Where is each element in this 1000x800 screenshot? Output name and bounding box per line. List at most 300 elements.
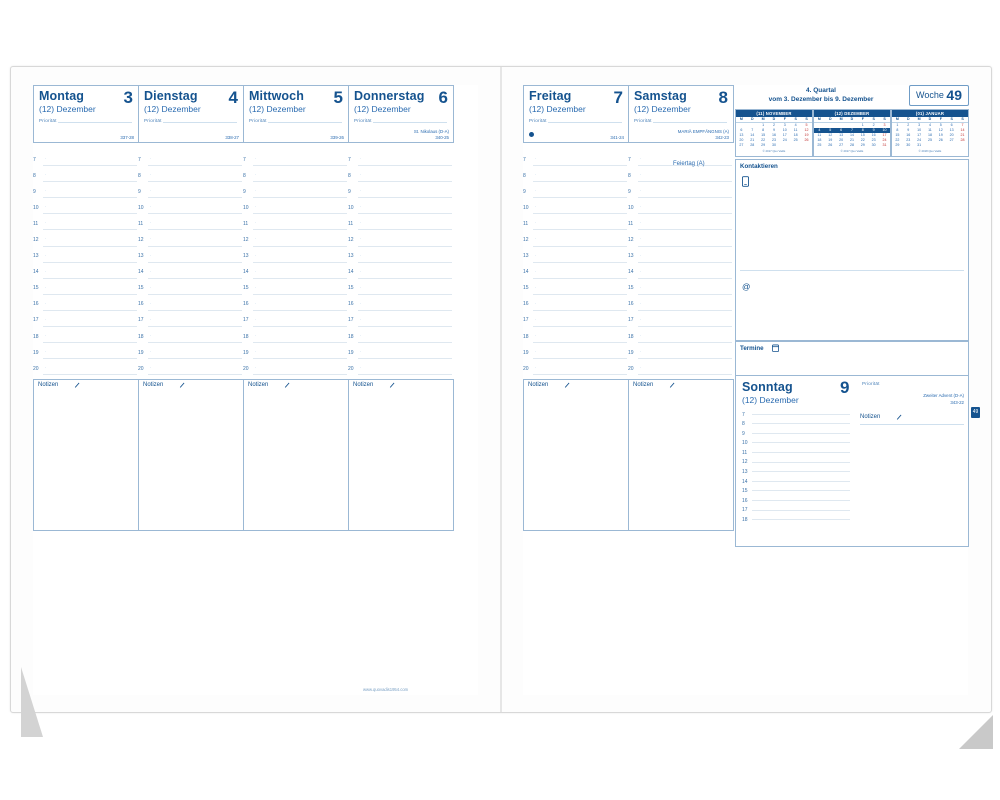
notes-box-samstag[interactable] [628, 379, 734, 531]
hour-row[interactable] [33, 201, 137, 217]
hour-rule [752, 471, 850, 472]
hour-label: 15 [138, 285, 144, 292]
hour-row[interactable] [742, 427, 850, 437]
mini-day-cell[interactable]: 3 [918, 123, 921, 128]
mini-day-cell[interactable]: 28 [849, 143, 854, 148]
hour-row[interactable] [243, 217, 347, 233]
mini-day-cell[interactable]: 10 [782, 128, 787, 133]
mini-day-cell[interactable]: 24 [917, 138, 922, 143]
hour-row[interactable] [628, 298, 732, 314]
hour-row[interactable] [243, 185, 347, 201]
hour-row[interactable] [138, 330, 242, 346]
mini-day-cell[interactable]: 10 [879, 128, 890, 133]
mini-day-cell[interactable]: 22 [761, 138, 766, 143]
mini-day-cell[interactable]: 24 [882, 138, 887, 143]
hour-grid-samstag[interactable] [628, 153, 732, 378]
hour-row[interactable] [628, 233, 732, 249]
hour-rule [533, 374, 627, 375]
mini-day-cell[interactable]: 8 [762, 128, 765, 133]
hour-label: 19 [138, 349, 144, 356]
mini-day-cell[interactable]: 31 [917, 143, 922, 148]
mini-day-cell[interactable]: 17 [917, 133, 922, 138]
mini-day-cell[interactable]: 14 [960, 128, 965, 133]
hour-row[interactable] [523, 201, 627, 217]
hour-rule [43, 342, 137, 343]
half-hour-mark: · [255, 156, 257, 161]
hour-row[interactable] [742, 504, 850, 514]
hour-rule [752, 452, 850, 453]
mini-day-cell[interactable]: 21 [960, 133, 965, 138]
hour-row[interactable] [742, 514, 850, 524]
hour-row[interactable] [628, 169, 732, 185]
mini-day-cell[interactable]: 18 [817, 138, 822, 143]
hour-grid-dienstag[interactable] [138, 153, 242, 378]
hour-label: 13 [523, 253, 529, 260]
priority-label: Priorität [249, 118, 267, 123]
mini-day-cell[interactable]: 20 [739, 138, 744, 143]
hour-label: 9 [523, 188, 526, 195]
hour-rule [148, 374, 242, 375]
hour-row[interactable] [33, 185, 137, 201]
mini-day-cell[interactable]: 12 [938, 128, 943, 133]
hour-row[interactable] [523, 233, 627, 249]
half-hour-mark: · [255, 300, 257, 306]
hour-row[interactable] [523, 169, 627, 185]
hour-label: 17 [33, 317, 39, 324]
hour-row[interactable] [33, 330, 137, 346]
hour-label: 9 [628, 188, 631, 195]
half-hour-mark: · [640, 365, 642, 371]
mini-day-cell[interactable]: 2 [772, 123, 775, 128]
hour-label: 13 [138, 253, 144, 260]
hour-rule [358, 262, 452, 263]
hour-row[interactable] [138, 233, 242, 249]
hour-row[interactable] [243, 314, 347, 330]
hour-rule [43, 246, 137, 247]
mini-day-cell[interactable]: 2 [872, 123, 875, 128]
week-tab[interactable]: 49 [971, 407, 980, 418]
notes-box-donnerstag[interactable] [348, 379, 454, 531]
mini-day-cell[interactable]: 29 [895, 143, 900, 148]
mini-day-cell[interactable]: 27 [949, 138, 954, 143]
notes-box-dienstag[interactable] [138, 379, 244, 531]
hour-row[interactable] [348, 362, 452, 378]
hour-row[interactable] [33, 282, 137, 298]
mini-calendar-november [735, 109, 813, 157]
hour-row[interactable] [628, 201, 732, 217]
hour-label: 12 [348, 236, 354, 243]
hour-row[interactable] [243, 330, 347, 346]
mini-day-cell[interactable]: 18 [793, 133, 798, 138]
mini-day-cell[interactable]: 25 [793, 138, 798, 143]
hour-row[interactable] [348, 282, 452, 298]
mini-day-cell[interactable]: 28 [960, 138, 965, 143]
mini-day-cell[interactable]: 8 [896, 128, 899, 133]
mini-day-cell[interactable]: 12 [804, 128, 809, 133]
mini-day-cell[interactable]: 22 [860, 138, 865, 143]
hour-row[interactable] [33, 217, 137, 233]
mini-day-cell[interactable]: 31 [882, 143, 887, 148]
hour-row[interactable] [33, 346, 137, 362]
hour-rule [752, 481, 850, 482]
notes-label: Notizen [143, 382, 164, 388]
mini-day-cell[interactable]: 25 [927, 138, 932, 143]
hour-rule [533, 310, 627, 311]
hour-row[interactable] [243, 346, 347, 362]
hour-row[interactable] [348, 250, 452, 266]
hour-row[interactable] [348, 346, 452, 362]
mini-weekday: F [779, 117, 790, 123]
hour-label: 18 [33, 333, 39, 340]
hour-row[interactable] [523, 185, 627, 201]
divider [740, 270, 964, 271]
day-month: (12) Dezember [634, 104, 691, 114]
mini-day-cell[interactable]: 16 [906, 133, 911, 138]
hour-row[interactable] [33, 314, 137, 330]
mini-day-cell[interactable]: 7 [847, 128, 858, 133]
week-box [909, 85, 969, 106]
hour-row[interactable] [628, 185, 732, 201]
mini-day-cell[interactable]: 24 [782, 138, 787, 143]
hour-row[interactable] [628, 250, 732, 266]
notes-box-mittwoch[interactable] [243, 379, 349, 531]
hour-row[interactable] [138, 250, 242, 266]
hour-row[interactable] [138, 201, 242, 217]
mini-day-cell[interactable]: 20 [839, 138, 844, 143]
half-hour-mark: · [45, 300, 47, 306]
mini-day-cell[interactable]: 26 [938, 138, 943, 143]
day-numbering: 343-22 [950, 400, 964, 405]
hour-label: 13 [742, 469, 748, 476]
mini-weekday: F [935, 117, 946, 123]
hour-rule [533, 165, 627, 166]
hour-row[interactable] [628, 282, 732, 298]
mini-day-cell[interactable]: 26 [828, 143, 833, 148]
hour-row[interactable] [138, 282, 242, 298]
hour-grid-sonntag[interactable] [742, 408, 850, 523]
mini-day-cell[interactable]: 5 [825, 128, 836, 133]
hour-rule [752, 462, 850, 463]
hour-label: 10 [628, 204, 634, 211]
hour-row[interactable] [523, 362, 627, 378]
mini-day-cell[interactable]: 14 [750, 133, 755, 138]
hour-row[interactable] [742, 418, 850, 428]
hour-row[interactable] [243, 266, 347, 282]
mini-day-cell[interactable]: 1 [861, 123, 864, 128]
mini-day-cell[interactable]: 17 [782, 133, 787, 138]
day-name: Dienstag [144, 89, 198, 103]
mini-day-cell[interactable]: 11 [928, 128, 932, 133]
right-leaf [523, 85, 979, 695]
half-hour-mark: · [255, 284, 257, 290]
mini-day-cell[interactable]: 27 [839, 143, 844, 148]
hour-row[interactable] [138, 362, 242, 378]
hour-row[interactable] [628, 346, 732, 362]
mini-day-cell[interactable]: 22 [895, 138, 900, 143]
hour-row[interactable] [243, 362, 347, 378]
mini-day-cell[interactable]: 1 [896, 123, 899, 128]
mini-day-cell[interactable]: 16 [871, 133, 876, 138]
mini-calendar-table [814, 117, 890, 149]
hour-row[interactable] [742, 466, 850, 476]
mini-day-cell[interactable]: 15 [860, 133, 865, 138]
half-hour-mark: · [535, 316, 537, 322]
mini-day-cell[interactable]: 23 [906, 138, 911, 143]
mini-day-cell[interactable]: 21 [750, 138, 755, 143]
half-hour-mark: · [535, 349, 537, 355]
hour-row[interactable] [523, 282, 627, 298]
mini-day-cell[interactable]: 15 [895, 133, 900, 138]
hour-row[interactable] [33, 153, 137, 169]
mini-day-cell[interactable]: 7 [751, 128, 754, 133]
day-number: 4 [228, 88, 238, 107]
mini-weekday: F [857, 117, 868, 123]
hour-row[interactable] [628, 314, 732, 330]
hour-grid-mittwoch[interactable] [243, 153, 347, 378]
hour-rule [533, 358, 627, 359]
hour-rule [43, 310, 137, 311]
hour-row[interactable] [33, 362, 137, 378]
mini-calendar-table [736, 117, 812, 149]
hour-label: 9 [138, 188, 141, 195]
hour-row[interactable] [138, 346, 242, 362]
hour-label: 19 [523, 349, 529, 356]
hour-row[interactable] [243, 153, 347, 169]
hour-rule [533, 294, 627, 295]
hour-row[interactable] [523, 266, 627, 282]
mini-day-cell[interactable]: 15 [761, 133, 766, 138]
hour-row[interactable] [742, 437, 850, 447]
day-number: 6 [438, 88, 448, 107]
mini-day-cell[interactable]: 5 [939, 123, 942, 128]
hour-row[interactable] [138, 217, 242, 233]
hour-row[interactable] [628, 362, 732, 378]
hour-row[interactable] [742, 485, 850, 495]
hour-grid-freitag[interactable] [523, 153, 627, 378]
half-hour-mark: · [255, 236, 257, 242]
day-holiday-note: St. Nikolaus (D-A) [413, 129, 449, 134]
hour-row[interactable] [33, 250, 137, 266]
mini-day-cell[interactable]: 9 [907, 128, 910, 133]
hour-row[interactable] [348, 330, 452, 346]
mini-day-cell[interactable]: 4 [794, 123, 797, 128]
hour-row[interactable] [628, 266, 732, 282]
hour-row[interactable] [348, 217, 452, 233]
hour-row[interactable] [138, 169, 242, 185]
mini-day-cell[interactable]: 13 [839, 133, 844, 138]
mini-day-cell[interactable]: 19 [938, 133, 943, 138]
hour-row[interactable] [138, 266, 242, 282]
hour-row[interactable] [243, 298, 347, 314]
hour-row[interactable] [348, 153, 452, 169]
hour-row[interactable] [33, 233, 137, 249]
hour-row[interactable] [348, 185, 452, 201]
hour-row[interactable] [138, 153, 242, 169]
hour-label: 11 [33, 220, 39, 227]
hour-row[interactable] [243, 201, 347, 217]
hour-row[interactable] [523, 314, 627, 330]
mini-day-cell[interactable]: 5 [805, 123, 808, 128]
hour-row[interactable] [138, 314, 242, 330]
mini-day-cell[interactable]: 8 [857, 128, 868, 133]
mini-day-cell[interactable]: 18 [927, 133, 932, 138]
priority-line [163, 122, 237, 123]
mini-day-cell[interactable]: 30 [871, 143, 876, 148]
hour-row[interactable] [742, 408, 850, 418]
mini-day-cell[interactable]: 20 [949, 133, 954, 138]
hour-rule [752, 519, 850, 520]
mini-day-cell[interactable]: 6 [950, 123, 953, 128]
hour-rule [43, 229, 137, 230]
hour-row[interactable] [138, 298, 242, 314]
mini-day-cell[interactable]: 12 [828, 133, 833, 138]
mini-calendar-januar [891, 109, 969, 157]
notes-label: Notizen [860, 414, 881, 420]
hour-row[interactable] [33, 298, 137, 314]
mini-day-cell[interactable]: 29 [761, 143, 766, 148]
hour-row[interactable] [742, 446, 850, 456]
day-numbering: 340-25 [435, 135, 449, 140]
hour-label: 7 [348, 156, 351, 163]
hour-row[interactable] [33, 169, 137, 185]
mini-day-cell[interactable]: 28 [750, 143, 755, 148]
mini-day-cell[interactable]: 25 [817, 143, 822, 148]
half-hour-mark: · [150, 316, 152, 322]
hour-row[interactable] [138, 185, 242, 201]
hour-row[interactable] [348, 266, 452, 282]
mini-day-cell[interactable]: 26 [804, 138, 809, 143]
mini-day-cell[interactable]: 27 [739, 143, 744, 148]
mini-day-cell[interactable]: 4 [928, 123, 931, 128]
day-month: (12) Dezember [529, 104, 586, 114]
hour-row[interactable] [523, 330, 627, 346]
half-hour-mark: · [150, 220, 152, 226]
hour-grid-donnerstag[interactable] [348, 153, 452, 378]
mini-day-cell[interactable]: 17 [882, 133, 887, 138]
hour-grid-montag[interactable] [33, 153, 137, 378]
half-hour-mark: · [360, 220, 362, 226]
mini-day-cell[interactable]: 6 [740, 128, 743, 133]
day-numbering: 342-23 [715, 135, 729, 140]
hour-rule [43, 278, 137, 279]
mini-day-cell[interactable]: 19 [804, 133, 809, 138]
half-hour-mark: · [640, 284, 642, 290]
day-name: Mittwoch [249, 89, 304, 103]
hour-row[interactable] [348, 314, 452, 330]
notes-box-montag[interactable] [33, 379, 139, 531]
hour-row[interactable] [628, 217, 732, 233]
half-hour-mark: · [255, 316, 257, 322]
hour-row[interactable] [243, 233, 347, 249]
hour-label: 10 [348, 204, 354, 211]
half-hour-mark: · [255, 204, 257, 210]
mini-day-cell[interactable]: 13 [949, 128, 954, 133]
mini-day-cell[interactable]: 29 [860, 143, 865, 148]
hour-rule [638, 326, 732, 327]
mini-day-cell[interactable]: 11 [817, 133, 822, 138]
mini-weekday: D [903, 117, 914, 123]
hour-label: 17 [138, 317, 144, 324]
half-hour-mark: · [45, 220, 47, 226]
half-hour-mark: · [255, 365, 257, 371]
mini-day-cell[interactable]: 1 [762, 123, 765, 128]
hour-label: 9 [742, 430, 745, 437]
hour-row[interactable] [243, 169, 347, 185]
mini-day-cell[interactable]: 23 [771, 138, 776, 143]
hour-rule [43, 213, 137, 214]
hour-row[interactable] [523, 298, 627, 314]
mini-day-cell[interactable]: 11 [793, 128, 798, 133]
hour-row[interactable] [33, 266, 137, 282]
hour-row[interactable] [523, 153, 627, 169]
hour-row[interactable] [348, 169, 452, 185]
hour-label: 14 [243, 269, 249, 276]
mini-day-cell[interactable]: 21 [849, 138, 854, 143]
half-hour-mark: · [45, 365, 47, 371]
hour-row[interactable] [523, 250, 627, 266]
hour-rule [752, 433, 850, 434]
mini-calendar-title: (11) NOVEMBER [736, 110, 812, 117]
kontaktieren-block[interactable] [735, 159, 969, 341]
hour-label: 20 [628, 365, 634, 372]
hour-row[interactable] [742, 456, 850, 466]
hour-row[interactable] [628, 330, 732, 346]
half-hour-mark: · [150, 204, 152, 210]
hour-rule [638, 342, 732, 343]
mini-day-cell[interactable]: 13 [739, 133, 744, 138]
feiertag-note: Feiertag (A) [673, 161, 705, 167]
mini-day-cell[interactable]: 16 [771, 133, 776, 138]
mini-day-cell[interactable]: 7 [961, 123, 964, 128]
mini-weekday: M [914, 117, 925, 123]
hour-rule [638, 181, 732, 182]
notes-box-freitag[interactable] [523, 379, 629, 531]
mini-day-cell[interactable]: 9 [868, 128, 879, 133]
half-hour-mark: · [640, 333, 642, 339]
mini-day-cell[interactable]: 30 [771, 143, 776, 148]
mini-day-cell[interactable]: 3 [883, 123, 886, 128]
quarter-range: vom 3. Dezember bis 9. Dezember [768, 96, 874, 103]
hour-rule [43, 294, 137, 295]
day-numbering: 341-24 [610, 135, 624, 140]
hour-rule [752, 442, 850, 443]
mini-day-cell[interactable]: 14 [849, 133, 854, 138]
mini-day-cell[interactable]: 3 [783, 123, 786, 128]
hour-row[interactable] [742, 475, 850, 485]
hour-row[interactable] [348, 298, 452, 314]
hour-row[interactable] [243, 282, 347, 298]
mini-day-cell[interactable]: 10 [917, 128, 922, 133]
hour-row[interactable] [742, 494, 850, 504]
hour-row[interactable] [348, 201, 452, 217]
mini-day-cell[interactable]: 9 [772, 128, 775, 133]
mini-day-cell[interactable]: 6 [836, 128, 847, 133]
priority-label: Priorität [354, 118, 372, 123]
mini-day-cell[interactable]: 4 [814, 128, 825, 133]
mini-day-cell[interactable]: 2 [907, 123, 910, 128]
hour-label: 12 [138, 236, 144, 243]
half-hour-mark: · [640, 252, 642, 258]
mini-day-cell[interactable]: 23 [871, 138, 876, 143]
half-hour-mark: · [535, 236, 537, 242]
hour-rule [43, 181, 137, 182]
hour-row[interactable] [523, 346, 627, 362]
hour-row[interactable] [243, 250, 347, 266]
mini-day-cell[interactable]: 19 [828, 138, 833, 143]
hour-row[interactable] [348, 233, 452, 249]
hour-row[interactable] [523, 217, 627, 233]
mini-day-cell[interactable]: 30 [906, 143, 911, 148]
